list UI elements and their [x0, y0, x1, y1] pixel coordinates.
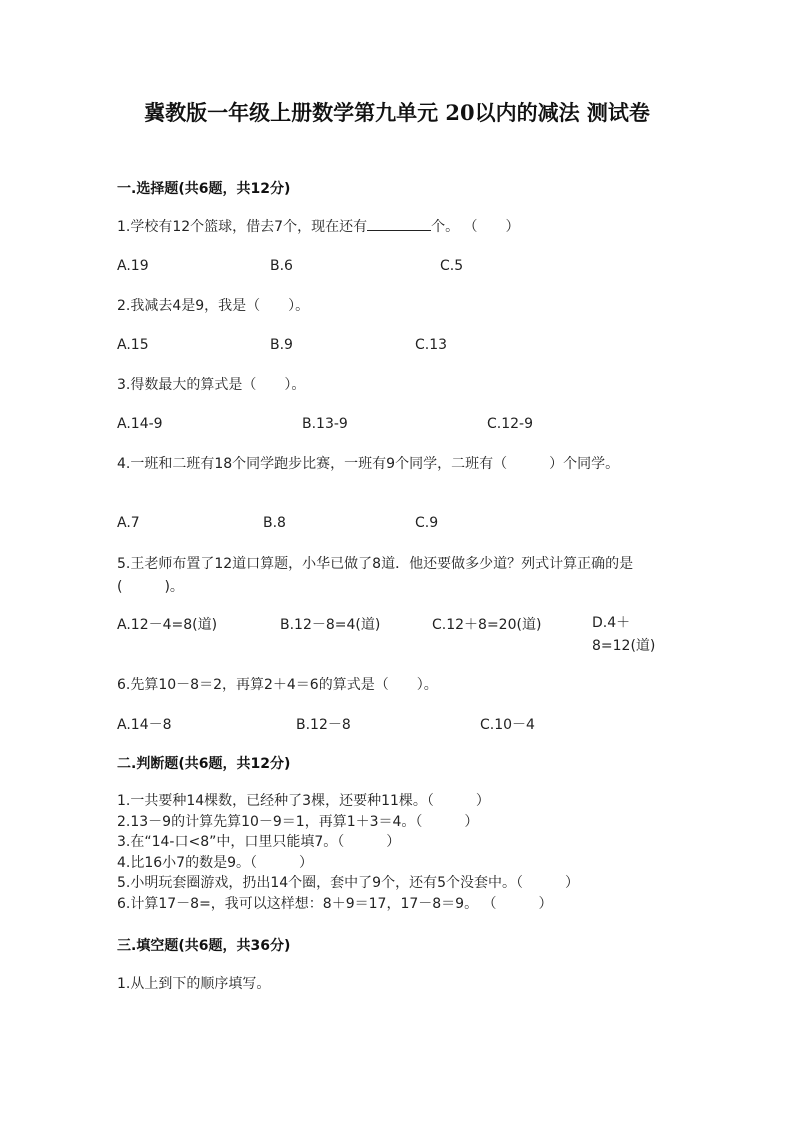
option-b: B.9 — [270, 337, 293, 353]
answer-blank — [367, 216, 431, 231]
judge-list — [117, 791, 677, 915]
option-c: C.13 — [415, 337, 448, 353]
section-heading-fill: 三.填空题(共6题，共36分) — [117, 938, 291, 954]
option-a: A.19 — [117, 258, 149, 274]
choice-question-6: 6.先算10－8＝2，再算2＋4＝6的算式是（ ）。 — [117, 677, 438, 693]
option-c: C.12-9 — [487, 416, 533, 432]
section-heading-choice: 一.选择题(共6题，共12分) — [117, 181, 291, 197]
option-c: C.9 — [415, 515, 439, 531]
option-a: A.12－4=8(道) — [117, 617, 218, 633]
option-a: A.14－8 — [117, 717, 172, 733]
judge-item: 3.在“14-口<8”中，口里只能填7。（ ） — [117, 834, 401, 851]
option-a: A.14-9 — [117, 416, 163, 432]
option-d: D.4＋8=12(道) — [592, 615, 656, 654]
page-title: 冀教版一年级上册数学第九单元 20以内的减法 测试卷 — [144, 100, 650, 125]
option-b: B.12－8 — [296, 717, 351, 733]
choice-question-4: 4.一班和二班有18个同学跑步比赛，一班有9个同学，二班有（ ）个同学。 — [117, 456, 620, 472]
option-b: B.13-9 — [302, 416, 348, 432]
option-b: B.6 — [270, 258, 293, 274]
judge-item: 6.计算17－8=，我可以这样想：8＋9＝17，17－8＝9。 （ ） — [117, 895, 553, 912]
option-c: C.12＋8=20(道) — [432, 617, 542, 633]
judge-item: 2.13－9的计算先算10－9＝1，再算1＋3＝4。（ ） — [117, 813, 479, 830]
choice-question-3: 3.得数最大的算式是（ ）。 — [117, 377, 306, 393]
option-a: A.15 — [117, 337, 149, 353]
fill-question-1: 1.从上到下的顺序填写。 — [117, 976, 271, 992]
option-c: C.10－4 — [480, 717, 535, 733]
judge-item: 4.比16小7的数是9。（ ） — [117, 854, 313, 871]
choice-question-2: 2.我减去4是9，我是（ ）。 — [117, 298, 310, 314]
question-text-tail: 个。 （ ） — [431, 219, 520, 235]
option-b: B.12－8=4(道) — [280, 617, 381, 633]
judge-item: 5.小明玩套圈游戏，扔出14个圈，套中了9个，还有5个没套中。（ ） — [117, 875, 579, 892]
choice-question-1 — [117, 216, 677, 239]
section-heading-judge: 二.判断题(共6题，共12分) — [117, 756, 291, 772]
option-a: A.7 — [117, 515, 140, 531]
option-b: B.8 — [263, 515, 286, 531]
question-text: 1.学校有12个篮球，借去7个，现在还有 — [117, 219, 368, 235]
option-c: C.5 — [440, 258, 464, 274]
choice-question-5: 5.王老师布置了12道口算题，小华已做了8道．他还要做多少道？列式计算正确的是( )。 — [117, 556, 634, 595]
judge-item: 1.一共要种14棵数，已经种了3棵，还要种11棵。（ ） — [117, 793, 490, 809]
